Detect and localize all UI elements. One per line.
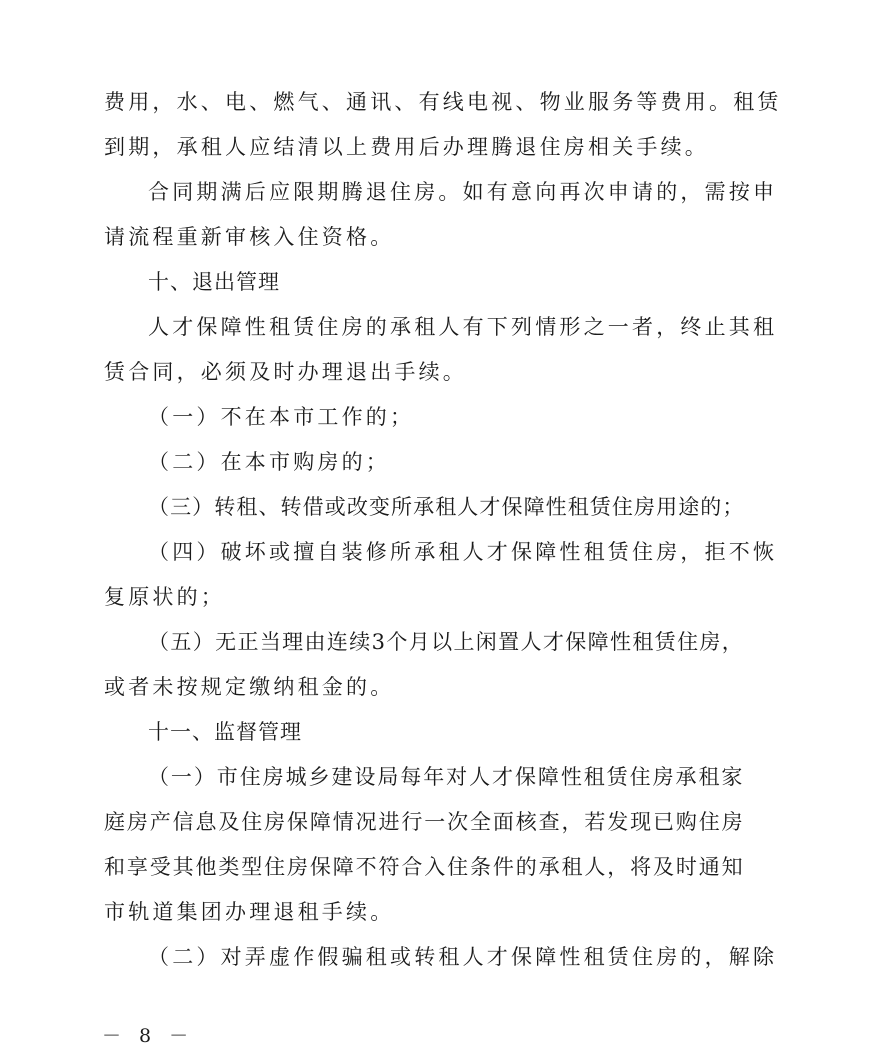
list-item: （三）转租、转借或改变所承租人才保障性租赁住房用途的； [148, 495, 744, 519]
list-item: （二）在本市购房的； [148, 450, 390, 474]
body-text-line: 庭房产信息及住房保障情况进行一次全面核查，若发现已购住房 [104, 810, 744, 834]
body-text-line: 合同期满后应限期腾退住房。如有意向再次申请的，需按申 [148, 180, 778, 204]
list-item: （一）不在本市工作的； [148, 405, 415, 429]
page-number: － 8 － [102, 1025, 195, 1047]
section-heading-exit-management: 十、退出管理 [148, 270, 280, 294]
body-text-line: 赁合同，必须及时办理退出手续。 [104, 360, 467, 384]
body-text-line: 和享受其他类型住房保障不符合入住条件的承租人，将及时通知 [104, 855, 744, 879]
body-text-line: 请流程重新审核入住资格。 [104, 225, 395, 249]
body-text-line: 到期，承租人应结清以上费用后办理腾退住房相关手续。 [104, 135, 709, 159]
body-text-line: 费用，水、电、燃气、通讯、有线电视、物业服务等费用。租赁 [104, 90, 782, 114]
body-text-line: 复原状的； [104, 585, 225, 609]
list-item: （五）无正当理由连续3个月以上闲置人才保障性租赁住房， [148, 630, 744, 654]
list-item: （二）对弄虚作假骗租或转租人才保障性租赁住房的，解除 [148, 945, 778, 969]
body-text-line: 人才保障性租赁住房的承租人有下列情形之一者，终止其租 [148, 315, 778, 339]
body-text-line: 或者未按规定缴纳租金的。 [104, 675, 395, 699]
list-item: （四）破坏或擅自装修所承租人才保障性租赁住房，拒不恢 [148, 540, 778, 564]
body-text-line: 市轨道集团办理退租手续。 [104, 900, 395, 924]
list-item: （一）市住房城乡建设局每年对人才保障性租赁住房承租家 [148, 765, 744, 789]
section-heading-supervision-management: 十一、监督管理 [148, 720, 302, 744]
